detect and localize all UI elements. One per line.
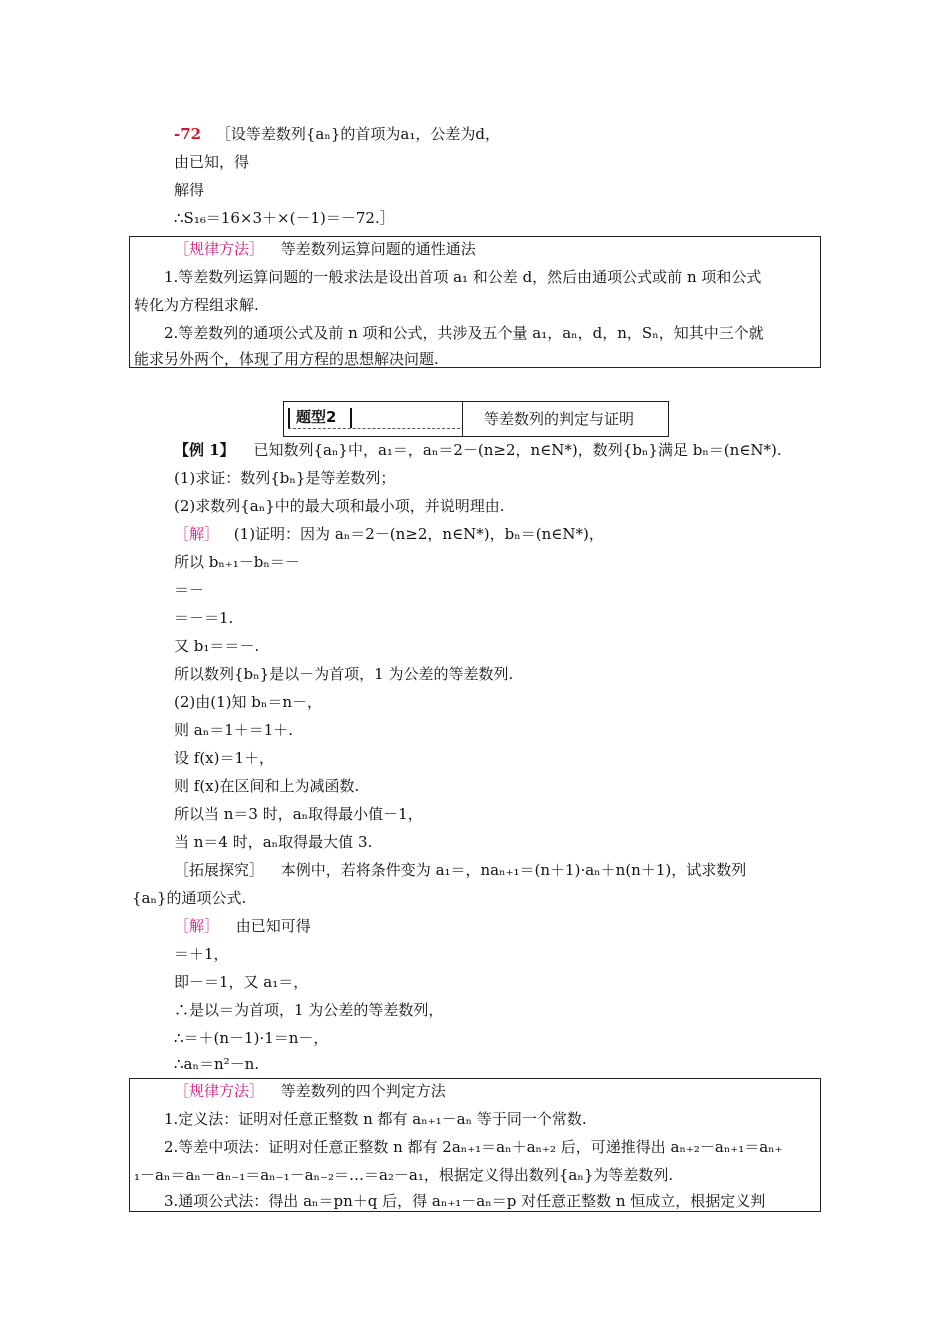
example-stem-line <box>174 440 782 460</box>
solution-line-0 <box>174 524 604 544</box>
method-box-2-p3: 3.通项公式法：得出 aₙ＝pn＋q 后，得 aₙ₊₁－aₙ＝p 对任意正整数 n 恒成立，根据定义判 <box>164 1192 766 1210</box>
solution-line-4: 又 b₁＝＝－. <box>174 637 260 655</box>
extension-label: ［拓展探究］ <box>174 861 265 879</box>
extension-line-2: {aₙ}的通项公式. <box>132 889 247 907</box>
method-box-1-p1b: 转化为方程组求解. <box>134 296 259 314</box>
extension-solution-3: ∴是以＝为首项，1 为公差的等差数列， <box>174 1001 444 1019</box>
method-box-1-label: ［规律方法］ <box>174 240 265 258</box>
method-box-2-p2a: 2.等差中项法：证明对任意正整数 n 都有 2aₙ₊₁＝aₙ＋aₙ₊₂ 后，可递推得出 aₙ₊₂－aₙ₊₁＝aₙ₊ <box>164 1138 783 1156</box>
extension-solution-5: ∴aₙ＝n²－n. <box>174 1055 260 1073</box>
extension-solution-first-text: 由已知可得 <box>235 917 311 935</box>
method-box-1-p2a: 2.等差数列的通项公式及前 n 项和公式，共涉及五个量 a₁，aₙ，d，n，Sₙ，知其中三个就 <box>164 324 764 342</box>
answer-text: ［设等差数列{aₙ}的首项为a₁，公差为d， <box>215 125 500 143</box>
extension-solution-label: ［解］ <box>174 917 220 935</box>
extension-line-1 <box>174 860 746 880</box>
solution-text-0: (1)证明：因为 aₙ＝2－(n≥2，n∈N*)，bₙ＝(n∈N*)， <box>233 525 604 543</box>
section-heading <box>283 401 669 437</box>
example-q1: (1)求证：数列{bₙ}是等差数列； <box>174 469 396 487</box>
section-title: 等差数列的判定与证明 <box>484 410 635 428</box>
solution-line-11: 当 n＝4 时，aₙ取得最大值 3. <box>174 833 373 851</box>
solution-label: ［解］ <box>174 525 220 543</box>
answer-line-3: 解得 <box>174 181 205 199</box>
section-divider <box>462 401 463 437</box>
solution-line-1: 所以 bₙ₊₁－bₙ＝－ <box>174 553 300 571</box>
method-box-1-header <box>174 239 476 259</box>
method-box-1-p2b: 能求另外两个，体现了用方程的思想解决问题. <box>134 350 439 368</box>
section-tag-text: 题型2 <box>296 408 337 426</box>
answer-line-2: 由已知，得 <box>174 153 250 171</box>
solution-line-2: ＝－ <box>174 581 205 599</box>
solution-line-7: 则 aₙ＝1＋＝1＋. <box>174 721 294 739</box>
method-box-2 <box>129 1078 821 1212</box>
extension-solution-2: 即－＝1，又 a₁＝， <box>174 973 309 991</box>
extension-solution-4: ∴＝＋(n－1)·1＝n－， <box>174 1029 329 1047</box>
method-box-1-p1a: 1.等差数列运算问题的一般求法是设出首项 a₁ 和公差 d，然后由通项公式或前 n 项和公式 <box>164 268 762 286</box>
solution-line-3: ＝－＝1. <box>174 609 234 627</box>
solution-line-9: 则 f(x)在区间和上为减函数. <box>174 777 360 795</box>
solution-line-10: 所以当 n＝3 时，aₙ取得最小值－1， <box>174 805 423 823</box>
extension-solution-1: ＝＋1， <box>174 945 229 963</box>
method-box-1-title: 等差数列运算问题的通性通法 <box>280 240 476 258</box>
extension-text-1: 本例中，若将条件变为 a₁＝，naₙ₊₁＝(n＋1)·aₙ＋n(n＋1)，试求数列 <box>280 861 747 879</box>
answer-line-4: ∴S₁₆＝16×3＋×(－1)＝－72.］ <box>174 209 395 227</box>
solution-line-6: (2)由(1)知 bₙ＝n－， <box>174 693 323 711</box>
tag-bar-left <box>288 408 290 428</box>
method-box-1 <box>129 236 821 368</box>
method-box-2-label: ［规律方法］ <box>174 1082 265 1100</box>
solution-line-5: 所以数列{bₙ}是以－为首项，1 为公差的等差数列. <box>174 665 514 683</box>
example-stem: 已知数列{aₙ}中，a₁＝，aₙ＝2－(n≥2，n∈N*)，数列{bₙ}满足 bₙ＝(n∈N*). <box>253 441 782 459</box>
solution-line-8: 设 f(x)＝1＋， <box>174 749 275 767</box>
answer-value: -72 <box>174 125 202 143</box>
method-box-2-p1: 1.定义法：证明对任意正整数 n 都有 aₙ₊₁－aₙ 等于同一个常数. <box>164 1110 587 1128</box>
tag-bar-right <box>350 408 352 428</box>
extension-solution-first <box>174 916 311 936</box>
example-q2: (2)求数列{aₙ}中的最大项和最小项，并说明理由. <box>174 497 505 515</box>
answer-line-1 <box>174 124 500 144</box>
section-tag <box>288 406 460 429</box>
example-label: 【例 1】 <box>174 441 235 459</box>
method-box-2-header <box>174 1081 446 1101</box>
method-box-2-p2b: ₁－aₙ＝aₙ－aₙ₋₁＝aₙ₋₁－aₙ₋₂＝…＝a₂－a₁，根据定义得出数列{aₙ}为等差数列. <box>134 1166 674 1184</box>
method-box-2-title: 等差数列的四个判定方法 <box>280 1082 446 1100</box>
